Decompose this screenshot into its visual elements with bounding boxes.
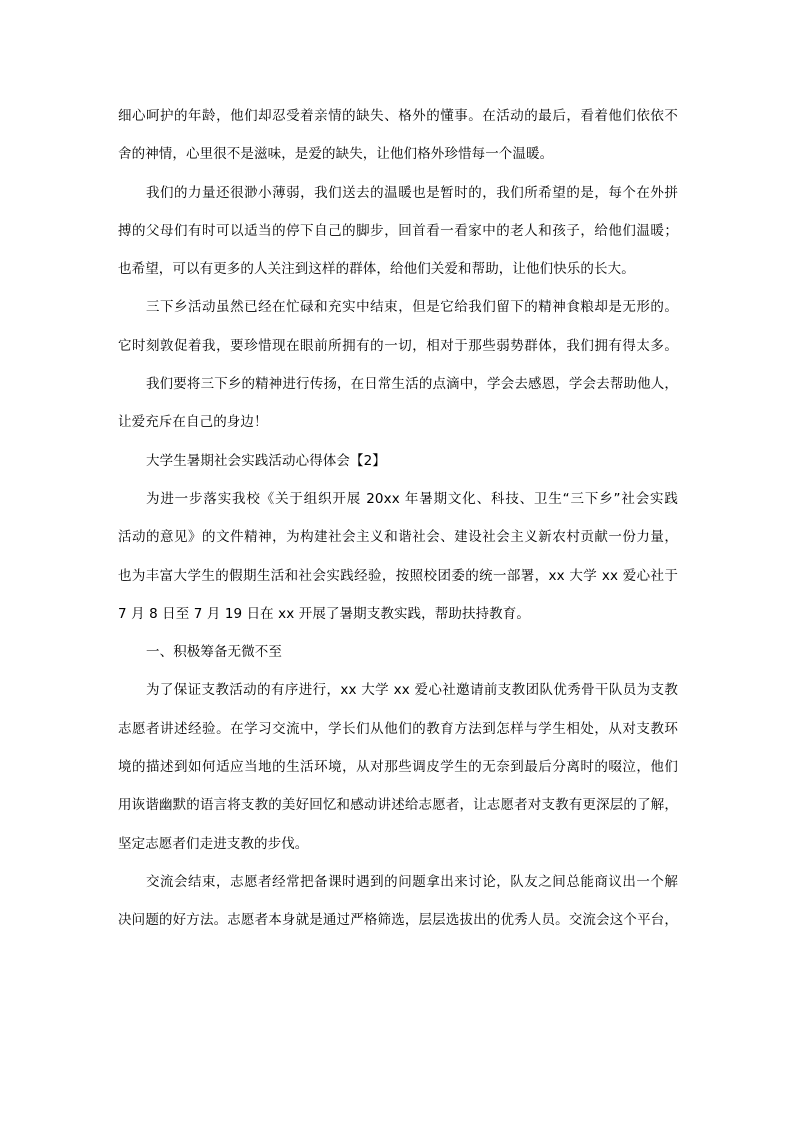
text-line: 搏的父母们有时可以适当的停下自己的脚步，回首看一看家中的老人和孩子，给他们温暖；: [118, 222, 678, 239]
text-line: 用诙谐幽默的语言将支教的美好回忆和感动讲述给志愿者，让志愿者对支教有更深层的了解，: [118, 797, 678, 814]
text-line: 三下乡活动虽然已经在忙碌和充实中结束，但是它给我们留下的精神食粮却是无形的。: [146, 299, 678, 316]
text-line: 活动的意见》的文件精神，为构建社会主义和谐社会、建设社会主义新农村贡献一份力量，: [118, 529, 678, 546]
text-line: 志愿者讲述经验。在学习交流中，学长们从他们的教育方法到怎样与学生相处，从对支教环: [118, 720, 678, 737]
text-line: 交流会结束，志愿者经常把备课时遇到的问题拿出来讨论，队友之间总能商议出一个解: [146, 873, 678, 890]
text-line: 细心呵护的年龄，他们却忍受着亲情的缺失、格外的懂事。在活动的最后，看着他们依依不: [118, 108, 678, 124]
text-line: 一、积极筹备无微不至: [146, 644, 282, 661]
text-line: 大学生暑期社会实践活动心得体会【2】: [146, 452, 386, 469]
text-line: 它时刻敦促着我，要珍惜现在眼前所拥有的一切，相对于那些弱势群体，我们拥有得太多。: [118, 337, 678, 354]
text-line: 境的描述到如何适应当地的生活环境，从对那些调皮学生的无奈到最后分离时的啜泣，他们: [118, 759, 678, 776]
text-line: 为进一步落实我校《关于组织开展 20xx 年暑期文化、科技、卫生“三下乡”社会实践: [146, 490, 678, 507]
document-body: [118, 104, 678, 947]
text-line: 坚定志愿者们走进支教的步伐。: [118, 835, 309, 852]
text-line: 让爱充斥在自己的身边！: [118, 414, 268, 431]
text-line: 我们要将三下乡的精神进行传扬，在日常生活的点滴中，学会去感恩，学会去帮助他人，: [146, 376, 678, 393]
text-line: 为了保证支教活动的有序进行，xx 大学 xx 爱心社邀请前支教团队优秀骨干队员为支教: [146, 682, 678, 699]
text-line: 也希望，可以有更多的人关注到这样的群体，给他们关爱和帮助，让他们快乐的长大。: [118, 261, 635, 278]
text-line: 7 月 8 日至 7 月 19 日在 xx 开展了暑期支教实践，帮助扶持教育。: [118, 605, 530, 622]
text-line: 舍的神情，心里很不是滋味，是爱的缺失，让他们格外珍惜每一个温暖。: [118, 146, 554, 163]
text-line: 也为丰富大学生的假期生活和社会实践经验，按照校团委的统一部署，xx 大学 xx 爱心社于: [118, 567, 678, 584]
text-line: 决问题的好方法。志愿者本身就是通过严格筛选，层层选拔出的优秀人员。交流会这个平台，: [118, 912, 678, 929]
text-line: 我们的力量还很渺小薄弱，我们送去的温暖也是暂时的，我们所希望的是，每个在外拼: [146, 184, 678, 201]
